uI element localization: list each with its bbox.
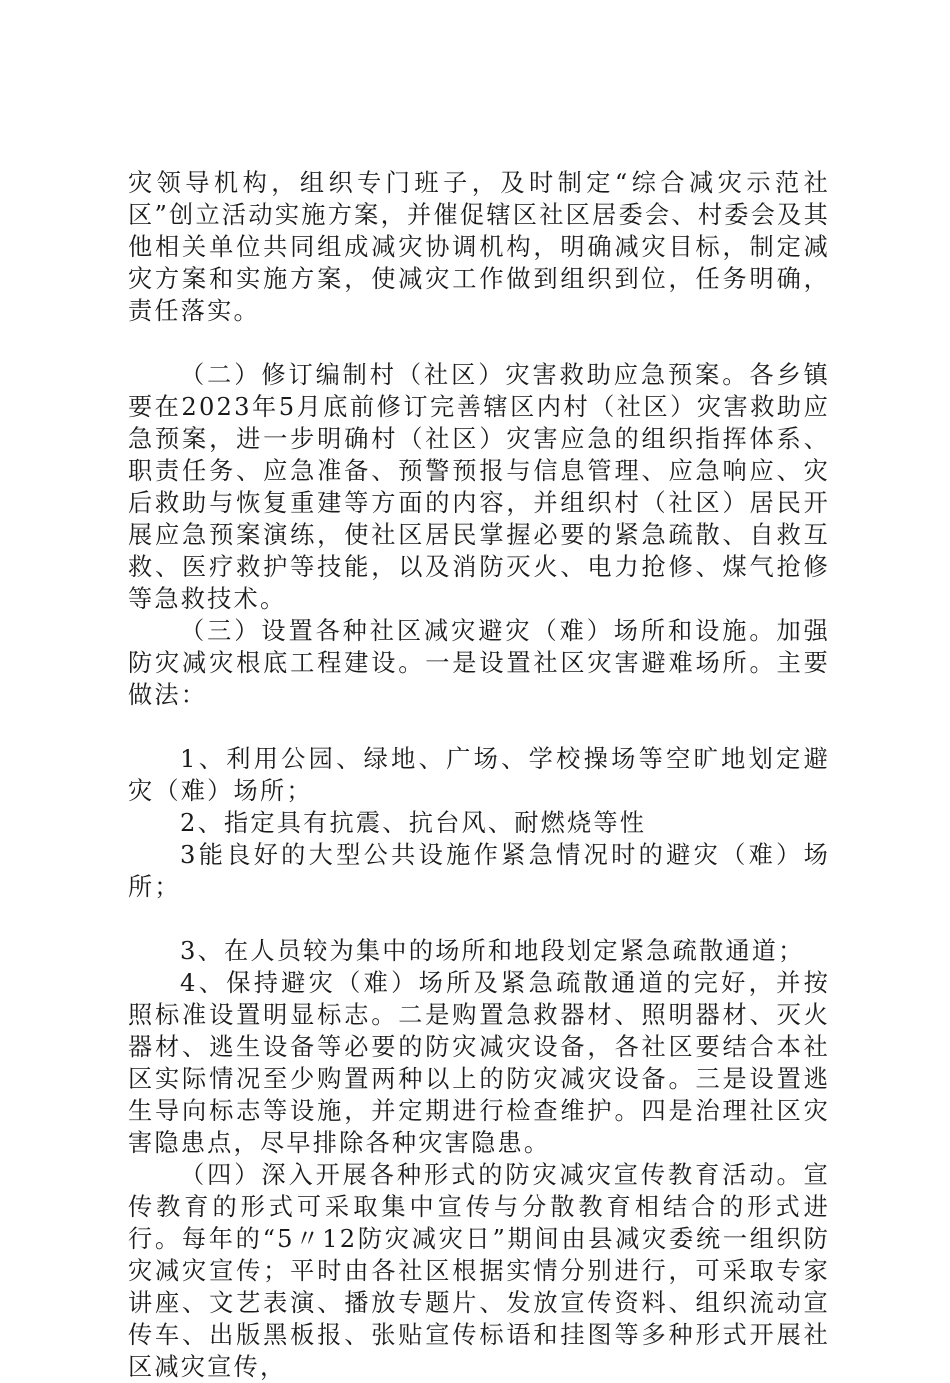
list-item-2: 2、指定具有抗震、抗台风、耐燃烧等性 (180, 809, 647, 837)
paragraph-section-2: （二）修订编制村（社区）灾害救助应急预案。各乡镇要在2023年5月底前修订完善辖区内村（社区）灾害救助应急预案，进一步明确村（社区）灾害应急的组织指挥体系、职责任务、应急准备、预警预报与信息管理、应急响应、灾后救助与恢复重建等方面的内容，并组织村（社区）居民开展应急预案演练，使社区居民掌握必要的紧急疏散、自救互救、医疗救护等技能，以及消防灭火、电力抢修、煤气抢修等急救技术。 (128, 361, 830, 613)
paragraph-gap (128, 327, 830, 359)
paragraph-intro-continuation: 灾领导机构，组织专门班子，及时制定“综合减灾示范社区”创立活动实施方案，并催促辖区社区居委会、村委会及其他相关单位共同组成减灾协调机构，明确减灾目标，制定减灾方案和实施方案，使减灾工作做到组织到位，任务明确，责任落实。 (128, 169, 830, 325)
list-item-2-continued: 3能良好的大型公共设施作紧急情况时的避灾（难）场所； (128, 841, 830, 901)
paragraph-gap (128, 711, 830, 743)
paragraph-gap (128, 903, 830, 935)
paragraph-section-3: （三）设置各种社区减灾避灾（难）场所和设施。加强防灾减灾根底工程建设。一是设置社区灾害避难场所。主要做法： (128, 617, 830, 709)
list-item-4: 4、保持避灾（难）场所及紧急疏散通道的完好，并按照标准设置明显标志。二是购置急救器材、照明器材、灭火器材、逃生设备等必要的防灾减灾设备，各社区要结合本社区实际情况至少购置两种以上的防灾减灾设备。三是设置逃生导向标志等设施，并定期进行检查维护。四是治理社区灾害隐患点，尽早排除各种灾害隐患。 (128, 969, 830, 1157)
paragraph-section-4: （四）深入开展各种形式的防灾减灾宣传教育活动。宣传教育的形式可采取集中宣传与分散教育相结合的形式进行。每年的“5〃12防灾减灾日”期间由县减灾委统一组织防灾减灾宣传；平时由各社区根据实情分别进行，可采取专家讲座、文艺表演、播放专题片、发放宣传资料、组织流动宣传车、出版黑板报、张贴宣传标语和挂图等多种形式开展社区减灾宣传， (128, 1161, 830, 1381)
list-item-1: 1、利用公园、绿地、广场、学校操场等空旷地划定避灾（难）场所； (128, 745, 830, 805)
document-body (128, 167, 830, 1383)
list-item-3: 3、在人员较为集中的场所和地段划定紧急疏散通道； (180, 937, 805, 965)
